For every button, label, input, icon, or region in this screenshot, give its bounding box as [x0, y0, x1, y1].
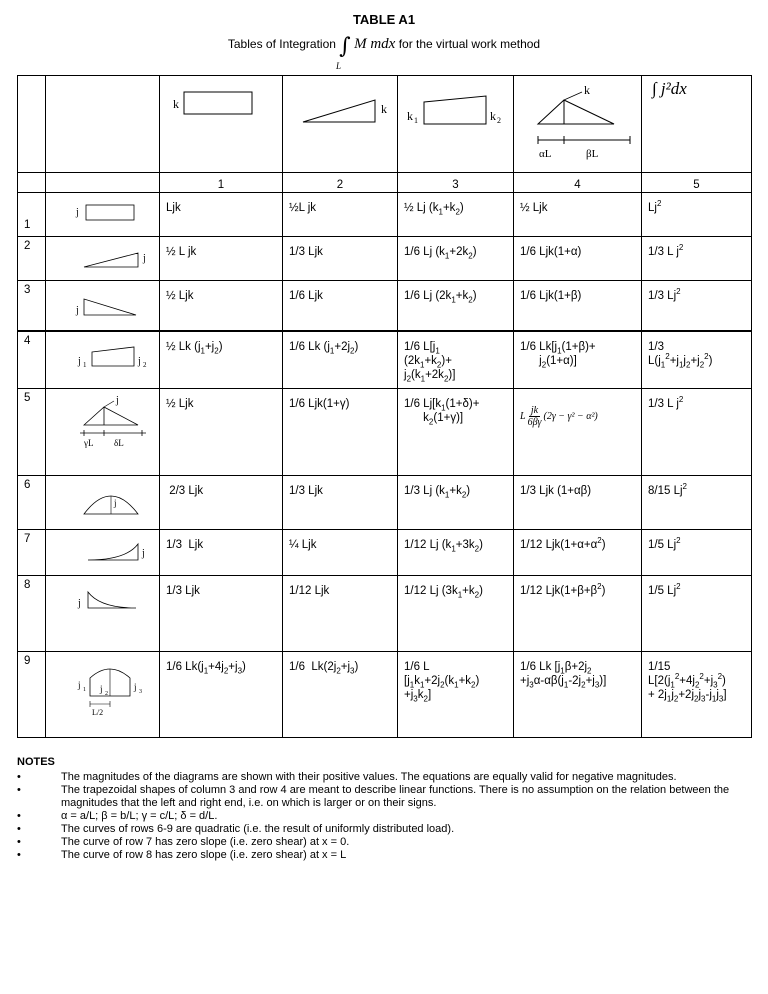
- page-title: TABLE A1: [352, 12, 416, 27]
- cell-r7-c1: 1/3 Ljk: [160, 530, 283, 576]
- table-row: [18, 281, 752, 331]
- bullet: •: [17, 823, 21, 835]
- table-row: [18, 193, 752, 237]
- subtitle-after: for the virtual work method: [398, 37, 541, 51]
- cell-r5-c2: 1/6 Ljk(1+γ): [283, 389, 398, 476]
- cell-r6-c1: 2/3 Ljk: [160, 476, 283, 530]
- note-text: The trapezoidal shapes of column 3 and row 4 are meant to describe linear functions. There is no assumption on the relation between the magnitudes that the left and right end, i.e. on which is larger or on their signs.: [61, 784, 730, 809]
- note-text: The curve of row 8 has zero slope (i.e. zero shear) at x = L: [61, 849, 347, 861]
- notes-heading: NOTES: [17, 756, 55, 768]
- row5-delta-label: δL: [114, 438, 124, 448]
- row4-j2-label: j: [138, 355, 141, 367]
- cell-r5-c4: L jk 6βγ (2γ − γ² − α²): [514, 389, 642, 476]
- svg-text:2: 2: [143, 360, 147, 369]
- svg-text:3: 3: [139, 689, 142, 695]
- note-item: [17, 836, 757, 849]
- integral-symbol: ∫: [339, 34, 351, 59]
- row5-diagram: [46, 389, 160, 476]
- colnum-corner-b: [46, 173, 160, 193]
- cell-r2-c4: 1/6 Ljk(1+α): [514, 237, 642, 281]
- rectangle-shape: [86, 205, 134, 220]
- cell-r6-c4: 1/3 Ljk (1+αβ): [514, 476, 642, 530]
- cell-r1-c1: Ljk: [160, 193, 283, 237]
- parabola-shape: [88, 592, 136, 608]
- cell-r8-c1: 1/3 Ljk: [160, 576, 283, 652]
- cell-r3-c1: ½ Ljk: [160, 281, 283, 331]
- row7-j-label: j: [142, 548, 145, 559]
- notes-section: [17, 756, 757, 862]
- header-col2-diagram: [283, 76, 398, 173]
- row9-j1-label: j: [78, 680, 81, 690]
- col3-k2-label: k: [490, 109, 496, 123]
- row4-j1-label: j: [78, 355, 81, 367]
- colnum-corner-a: [18, 173, 46, 193]
- table-row: [18, 530, 752, 576]
- row3-j-label: j: [76, 305, 79, 316]
- column-number-5: 5: [642, 173, 752, 193]
- cell-r8-c5: 1/5 Lj$^2$: [642, 576, 752, 652]
- cell-r1-c2: ½L jk: [283, 193, 398, 237]
- note-text: The curves of rows 6-9 are quadratic (i.e. the result of uniformly distributed load).: [61, 823, 455, 835]
- cell-r1-c5: Lj$^2$: [642, 193, 752, 237]
- header-diagram-row: [18, 76, 752, 173]
- column-number-1: 1: [160, 173, 283, 193]
- col4-beta-label: βL: [586, 148, 599, 160]
- column-number-3: 3: [398, 173, 514, 193]
- subtitle-before: Tables of Integration: [227, 37, 336, 51]
- cell-r2-c5: 1/3 L $j^2$: [642, 237, 752, 281]
- cell-r7-c2: ¼ Ljk: [283, 530, 398, 576]
- svg-text:1: 1: [83, 687, 86, 693]
- trapezoid-shape: [92, 347, 134, 366]
- header-col1-diagram: [160, 76, 283, 173]
- bullet: •: [17, 849, 21, 861]
- triangle-shape: [303, 100, 375, 122]
- page-subtitle: [0, 34, 768, 71]
- row8-diagram: [46, 576, 160, 652]
- table-row: [18, 652, 752, 738]
- row-number: 5: [18, 389, 46, 476]
- integral-subscript: L: [336, 61, 342, 71]
- peaked-triangle-shape: [84, 407, 138, 425]
- row1-j-label: j: [76, 207, 79, 218]
- row9-half-label: L/2: [92, 708, 104, 717]
- cell-r8-c2: 1/12 Ljk: [283, 576, 398, 652]
- col4-k-label: k: [584, 83, 590, 97]
- row-number: 6: [18, 476, 46, 530]
- col3-k1-label: k: [407, 109, 413, 123]
- col2-k-label: k: [381, 102, 387, 116]
- row2-j-label: j: [143, 253, 146, 264]
- cell-r9-c5: 1/15 $L[2(j_1^2+4j_2^2+j_3^2)$ + $2j_1j_2+2j_2j_3-j_1j_3$]: [642, 652, 752, 738]
- cell-r9-c4: 1/6 Lk [$j_1\beta+2j_2$ $+j_3\alpha-\alpha\beta(j_1-2j_2+j_3)$]: [514, 652, 642, 738]
- bullet: •: [17, 810, 21, 822]
- note-text: The magnitudes of the diagrams are shown with their positive values. The equations are equally valid for negative magnitudes.: [61, 771, 677, 783]
- corner-cell-b: [46, 76, 160, 173]
- note-text: The curve of row 7 has zero slope (i.e. zero shear) at x = 0.: [61, 836, 350, 848]
- row5-gamma-label: γL: [84, 438, 94, 448]
- integral-expression: M mdx: [354, 36, 396, 52]
- row5-j-label: j: [116, 395, 119, 406]
- row-number: 2: [18, 237, 46, 281]
- bullet: •: [17, 771, 21, 783]
- cell-r7-c3: 1/12 Lj $(k_1+3k_2)$: [398, 530, 514, 576]
- cell-r6-c2: 1/3 Ljk: [283, 476, 398, 530]
- row-number: 9: [18, 652, 46, 738]
- svg-text:2: 2: [105, 691, 108, 697]
- column-number-4: 4: [514, 173, 642, 193]
- row3-diagram: [46, 281, 160, 331]
- cell-r7-c4: 1/12 $Ljk(1+\alpha+\alpha^2)$: [514, 530, 642, 576]
- cell-r8-c4: 1/12 $Ljk(1+\beta+\beta^2)$: [514, 576, 642, 652]
- row9-j3-label: j: [134, 682, 137, 692]
- cell-r3-c3: 1/6 Lj $(2k_1+k_2)$: [398, 281, 514, 331]
- row-number: 7: [18, 530, 46, 576]
- cell-r5-c1: ½ Ljk: [160, 389, 283, 476]
- col4-alpha-label: αL: [539, 148, 552, 160]
- row-number: 1: [18, 193, 46, 237]
- cell-r4-c2: 1/6 Lk $(j_1+2j_2)$: [283, 331, 398, 389]
- cell-r1-c3: ½ Lj $(k_1+k_2)$: [398, 193, 514, 237]
- cell-r4-c1: ½ Lk $(j_1+j_2)$: [160, 331, 283, 389]
- row6-j-label: j: [114, 498, 117, 508]
- row9-j2-label: j: [100, 684, 103, 694]
- note-item: [17, 810, 757, 823]
- cell-r2-c1: ½ L jk: [160, 237, 283, 281]
- corner-cell-a: [18, 76, 46, 173]
- integration-table: [17, 75, 752, 738]
- cell-r2-c3: 1/6 Lj $(k_1+2k_2)$: [398, 237, 514, 281]
- row9-diagram: [46, 652, 160, 738]
- note-item: [17, 771, 757, 784]
- peak-pointer: [564, 92, 582, 100]
- rectangle-shape: [184, 92, 252, 114]
- column-number-row: [18, 173, 752, 193]
- row2-diagram: [46, 237, 160, 281]
- cell-r3-c2: 1/6 Ljk: [283, 281, 398, 331]
- row4-diagram: [46, 331, 160, 389]
- row-number: 8: [18, 576, 46, 652]
- cell-r5-c3: 1/6 $Lj[k_1(1+\delta)+$ $k_2(1+\gamma)$]: [398, 389, 514, 476]
- col3-k2-sub: 2: [497, 116, 501, 125]
- table-row: [18, 389, 752, 476]
- row1-diagram: [46, 193, 160, 237]
- row8-j-label: j: [78, 598, 81, 609]
- table-row: [18, 576, 752, 652]
- cell-r7-c5: 1/5 Lj$^2$: [642, 530, 752, 576]
- cell-r3-c4: 1/6 Ljk(1+β): [514, 281, 642, 331]
- cell-r4-c5: 1/3 $L(j_1^2+j_1j_2+j_2^2)$: [642, 331, 752, 389]
- cell-r6-c3: 1/3 Lj $(k_1+k_2)$: [398, 476, 514, 530]
- header-col5-formula: [642, 76, 752, 173]
- row6-diagram: [46, 476, 160, 530]
- col3-k1-sub: 1: [414, 116, 418, 125]
- cell-r4-c4: 1/6 $Lk[j_1(1+\beta)+$ $j_2(1+\alpha)$]: [514, 331, 642, 389]
- bullet: •: [17, 836, 21, 848]
- col5-formula: ∫ j²dx: [652, 79, 687, 98]
- note-item: [17, 849, 757, 862]
- col1-k-label: k: [173, 97, 179, 111]
- cell-r4-c3: 1/6 $L[j_1$ $(2k_1+k_2)+$ $j_2(k_1+2k_2)$]: [398, 331, 514, 389]
- cell-r1-c4: ½ Ljk: [514, 193, 642, 237]
- column-number-2: 2: [283, 173, 398, 193]
- peaked-triangle-shape: [538, 100, 614, 124]
- row7-diagram: [46, 530, 160, 576]
- table-row: [18, 331, 752, 389]
- svg-text:1: 1: [83, 360, 87, 369]
- cell-r2-c2: 1/3 Ljk: [283, 237, 398, 281]
- cell-r9-c3: 1/6 L [$j_1k_1+2j_2(k_1+k_2)$ $+j_3k_2$]: [398, 652, 514, 738]
- cell-r3-c5: 1/3 Lj$^2$: [642, 281, 752, 331]
- note-item: [17, 823, 757, 836]
- header-col4-diagram: [514, 76, 642, 173]
- table-row: [18, 237, 752, 281]
- bullet: •: [17, 784, 21, 796]
- parabola-shape: [88, 544, 138, 560]
- row-number: 4: [18, 331, 46, 389]
- cell-r8-c3: 1/12 Lj $(3k_1+k_2)$: [398, 576, 514, 652]
- note-text: α = a/L; β = b/L; γ = c/L; δ = d/L.: [61, 810, 218, 822]
- row-number: 3: [18, 281, 46, 331]
- cell-r9-c1: 1/6 $Lk(j_1+4j_2+j_3)$: [160, 652, 283, 738]
- header-col3-diagram: [398, 76, 514, 173]
- triangle-shape: [84, 299, 136, 315]
- cell-r5-c5: 1/3 L $j^2$: [642, 389, 752, 476]
- cell-r6-c5: 8/15 Lj$^2$: [642, 476, 752, 530]
- table-row: [18, 476, 752, 530]
- trapezoid-shape: [424, 96, 486, 124]
- triangle-shape: [84, 253, 138, 267]
- cell-r9-c2: 1/6 $Lk(2j_2+j_3)$: [283, 652, 398, 738]
- note-item: [17, 784, 757, 810]
